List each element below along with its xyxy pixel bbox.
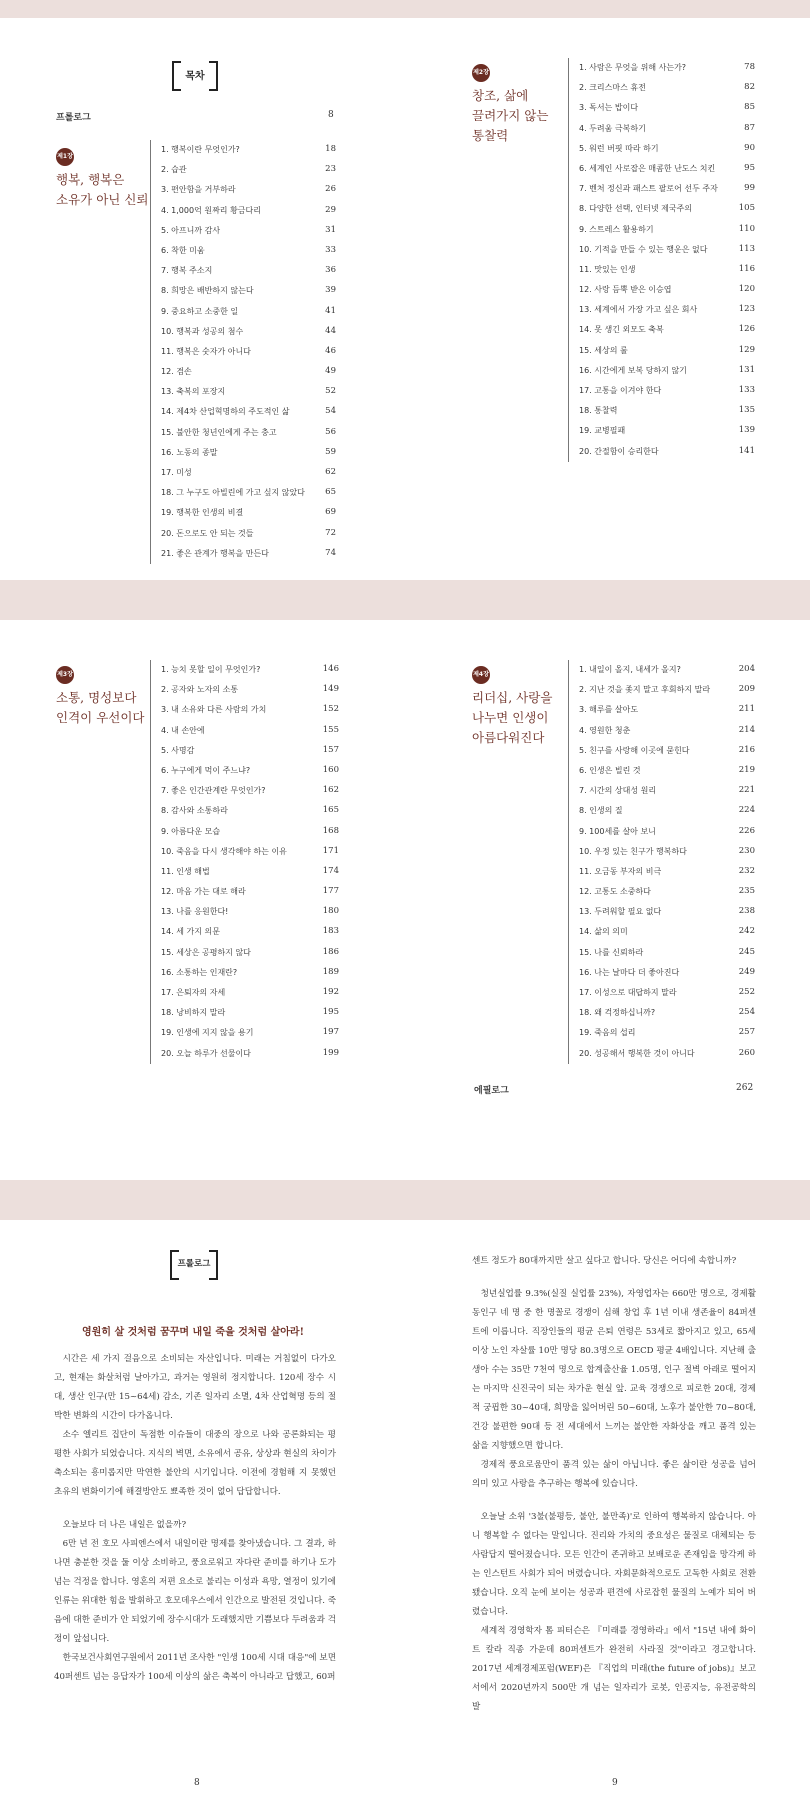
toc-entry[interactable]: [569, 401, 755, 421]
toc-entry[interactable]: [569, 361, 755, 381]
toc-entry-title: 2. 습관: [161, 165, 187, 175]
toc-entry-title: 5. 사명감: [161, 745, 195, 755]
toc-entry[interactable]: [569, 700, 755, 720]
epilogue-entry-page: 262: [736, 1083, 754, 1093]
toc-entry-page: 82: [744, 82, 755, 93]
toc-entry-title: 18. 그 누구도 아빌린에 가고 싶지 않았다: [161, 488, 305, 498]
toc-entry[interactable]: [569, 721, 755, 741]
prologue-left-text: [54, 1350, 336, 1687]
toc-entry-title: 15. 세상의 룰: [579, 345, 628, 355]
toc-entry-page: 146: [322, 664, 339, 674]
toc-entry[interactable]: [569, 943, 755, 963]
toc-entry-page: 46: [325, 345, 336, 356]
toc-entry-title: 1. 행복이란 무엇인가?: [161, 145, 240, 154]
toc-entry[interactable]: [151, 524, 336, 544]
toc-entry[interactable]: [151, 402, 336, 422]
toc-entry-page: 211: [738, 704, 755, 715]
toc-entry-title: 5. 친구를 사랑해 이곳에 묻힌다: [579, 745, 690, 755]
toc-entry-title: 10. 우정 있는 친구가 행복하다: [579, 846, 687, 856]
toc-entry[interactable]: [151, 201, 336, 221]
toc-entry[interactable]: [569, 98, 755, 118]
toc-entry-title: 8. 다양한 선택, 인터넷 제국주의: [579, 204, 693, 214]
toc-entry[interactable]: [569, 119, 755, 139]
toc-entry-page: 90: [744, 142, 755, 153]
toc-entry[interactable]: [151, 902, 339, 922]
toc-entry-page: 168: [322, 825, 339, 836]
toc-entry-title: 7. 시간의 상대성 원리: [579, 786, 657, 796]
toc-entry-title: 7. 행복 주소지: [161, 266, 213, 276]
toc-entry-title: 18. 왜 걱정하십니까?: [579, 1008, 656, 1018]
toc-entry-title: 9. 아름다운 모습: [161, 826, 221, 836]
toc-entry-title: 17. 은퇴자의 자세: [161, 988, 226, 997]
toc-entry[interactable]: [151, 423, 336, 443]
toc-entry-page: 99: [744, 183, 755, 194]
toc-entry[interactable]: [151, 761, 339, 781]
toc-entry-title: 17. 미성: [161, 468, 192, 477]
toc-entry-title: 10. 죽음을 다시 생각해야 하는 이유: [161, 846, 287, 856]
toc-entry[interactable]: [569, 822, 755, 842]
toc-entry-page: 95: [744, 162, 755, 173]
toc-entry-page: 59: [325, 446, 336, 457]
toc-entry[interactable]: [569, 680, 755, 700]
prologue-entry-label[interactable]: 프롤로그: [56, 113, 91, 123]
toc-entry-page: 56: [325, 426, 336, 437]
toc-entry[interactable]: [569, 660, 755, 680]
paragraph: 시간은 세 가지 걸음으로 소비되는 자산입니다. 미래는 거침없이 다가오고, 현재는 화살처럼 날아가고, 과거는 영원히 정지합니다. 120세 장수 시대, 생산 인구(만 15~64세) 감소, 기존 일자리 소멸, 4차 산업혁명 등의 절박한 변화의 시간이 다가옵니다.: [54, 1354, 336, 1421]
epilogue-entry-label[interactable]: 에필로그: [474, 1086, 509, 1096]
toc-entry-page: 52: [325, 386, 336, 397]
toc-entry-page: 152: [322, 704, 339, 715]
toc-entry[interactable]: [569, 341, 755, 361]
page-number-right: 9: [612, 1778, 618, 1788]
toc-entry[interactable]: [151, 680, 339, 700]
toc-entry[interactable]: [151, 281, 336, 301]
toc-entry-page: 254: [738, 1007, 755, 1018]
toc-entry-page: 85: [744, 102, 755, 113]
toc-entry-page: 110: [738, 223, 755, 234]
prologue-heading: 프롤로그: [177, 1259, 211, 1269]
toc-entry-page: 260: [738, 1047, 755, 1058]
toc-entry[interactable]: [569, 1044, 755, 1064]
toc-entry[interactable]: [151, 741, 339, 761]
toc-entry-page: 139: [738, 425, 755, 436]
toc-entry[interactable]: [151, 160, 336, 180]
toc-entry-page: 113: [738, 243, 755, 254]
toc-entry-page: 221: [738, 785, 755, 796]
toc-entry-page: 245: [738, 946, 755, 957]
toc-entry[interactable]: [151, 1003, 339, 1023]
toc-entry[interactable]: [569, 58, 755, 78]
toc-entry-title: 14. 못 생긴 외모도 축복: [579, 325, 664, 335]
separator-band-2: [0, 1180, 810, 1220]
toc-entry-title: 20. 오늘 하루가 선물이다: [161, 1048, 251, 1058]
toc-entry-page: 33: [325, 244, 336, 255]
toc-entry-title: 15. 불안한 청년인에게 주는 충고: [161, 427, 277, 437]
toc-entry-page: 252: [738, 987, 755, 997]
toc-entry[interactable]: [151, 922, 339, 942]
toc-entry[interactable]: [569, 442, 755, 462]
toc-entry-page: 149: [322, 684, 339, 695]
top-band: [0, 0, 810, 18]
toc-entry-title: 14. 삶의 의미: [579, 927, 628, 937]
toc-entry-page: 189: [322, 966, 339, 977]
toc-entry[interactable]: [569, 902, 755, 922]
paragraph: 소수 엘리트 집단이 독점한 이슈들이 대중의 장으로 나와 공론화되는 평평한 사회가 되었습니다. 지식의 벽면, 소유에서 공유, 상상과 현실의 차이가 축소되는 흥미롭지만 막연한 불안의 시기입니다. 이전에 경험해 지 못했던 초유의 변화이기에 해결방안도 뾰족한 것이 없어 답답합니다.: [54, 1430, 336, 1497]
toc-entry-title: 12. 사랑 듬뿍 받은 이승엽: [579, 285, 672, 295]
paragraph: 경제적 풍요로움만이 품격 있는 삶이 아닙니다. 좋은 삶이란 성공을 넘어 의미 있고 사랑을 추구하는 행복에 있습니다.: [472, 1460, 756, 1489]
toc-entry-title: 16. 나는 날마다 더 좋아진다: [579, 967, 680, 977]
toc-entry-title: 4. 두려움 극복하기: [579, 123, 646, 133]
toc-entry-page: 26: [325, 184, 336, 195]
toc-entry-title: 13. 두려워할 필요 없다: [579, 907, 662, 917]
toc-entry[interactable]: [151, 342, 336, 362]
toc-entry-page: 126: [738, 324, 755, 335]
toc-entry-title: 3. 해루를 살아도: [579, 705, 639, 715]
paragraph: 6만 년 전 호모 사피엔스에서 내일이란 명제를 찾아냈습니다. 그 결과, 하나면 충분한 것을 둘 이상 소비하고, 풍요로워고 자다란 준비를 하기나 도가 넘는 걱정을 합니다. 영혼의 저편 요소로 불리는 이성과 욕망, 열정이 있기에 인류는 위대한 힘을 발휘하고 호모데우스에서 인간으로 발전된 것입니다. 죽음에 대한 준비가 안 되었기에 장수시대가 도래했지만 기쁨보다 두려움과 걱정이 앞섭니다.: [54, 1539, 336, 1644]
toc-entry-title: 5. 아프니까 감사: [161, 225, 221, 235]
toc-entry-title: 11. 맛있는 인생: [579, 264, 636, 274]
toc-entry-page: 235: [738, 886, 755, 897]
toc-entry-page: 133: [738, 385, 755, 395]
toc-entry[interactable]: [151, 221, 336, 241]
toc-entry-title: 20. 돈으로도 안 되는 것들: [161, 528, 254, 538]
chapter-2-title: 창조, 삶에 끌려가지 않는 통찰력: [472, 88, 549, 143]
toc-entry-title: 9. 100세를 살아 보니: [579, 826, 656, 836]
toc-entry-page: 29: [325, 204, 336, 215]
toc-entry-page: 174: [322, 865, 339, 876]
toc-entry-page: 162: [322, 785, 339, 796]
toc-entry-title: 16. 소통하는 인재란?: [161, 967, 238, 977]
toc-entry-page: 155: [322, 724, 339, 735]
chapter-2-badge: 제2장: [472, 64, 490, 82]
toc-entry[interactable]: [569, 922, 755, 942]
toc-entry-page: 131: [738, 364, 755, 375]
toc-entry[interactable]: [151, 362, 336, 382]
toc-entry-title: 10. 기적을 만들 수 있는 행운은 없다: [579, 244, 708, 254]
toc-entry-page: 199: [322, 1047, 339, 1058]
toc-entry-title: 2. 지난 것을 좇지 말고 후회하지 말라: [579, 685, 711, 695]
toc-entry[interactable]: [569, 260, 755, 280]
toc-entry[interactable]: [569, 199, 755, 219]
toc-entry-title: 2. 크리스마스 휴전: [579, 83, 646, 93]
toc-entry[interactable]: [151, 1023, 339, 1043]
toc-entry[interactable]: [569, 801, 755, 821]
toc-entry[interactable]: [569, 1023, 755, 1043]
toc-entry-page: 216: [738, 744, 755, 755]
paragraph: 오늘보다 더 나은 내일은 없을까?: [62, 1520, 187, 1530]
toc-entry-page: 232: [738, 865, 755, 876]
toc-entry[interactable]: [569, 78, 755, 98]
toc-entry-page: 44: [325, 325, 336, 336]
toc-entry-page: 230: [738, 845, 755, 856]
toc-entry[interactable]: [569, 300, 755, 320]
chapter-3-title: 소통, 명성보다 인격이 우선이다: [56, 690, 145, 725]
toc-entry-page: 219: [738, 764, 755, 775]
toc-entry[interactable]: [569, 983, 755, 1003]
toc-entry-title: 5. 워런 버핏 따라 하기: [579, 143, 659, 153]
toc-entry-page: 171: [322, 845, 339, 856]
toc-entry[interactable]: [151, 503, 336, 523]
toc-entry-page: 39: [325, 285, 336, 296]
toc-entry-page: 249: [738, 966, 755, 977]
toc-entry-title: 11. 행복은 숫자가 아니다: [161, 346, 251, 356]
toc-entry-title: 19. 행복한 인생의 비결: [161, 508, 244, 518]
toc-entry[interactable]: [569, 1003, 755, 1023]
toc-entry[interactable]: [569, 179, 755, 199]
toc-entry[interactable]: [151, 180, 336, 200]
toc-entry-page: 123: [738, 304, 755, 315]
toc-entry-title: 6. 인생은 빌린 것: [579, 765, 641, 775]
chapter-3-entries: [150, 660, 339, 1064]
chapter-1-badge: 제1장: [56, 148, 74, 166]
toc-entry-title: 9. 스트레스 활용하기: [579, 224, 654, 234]
toc-entry-title: 1. 내일이 올지, 내세가 올지?: [579, 665, 681, 674]
chapter-1-entries: [150, 140, 336, 564]
toc-entry-title: 4. 영원한 청춘: [579, 725, 631, 735]
toc-entry-title: 1. 능치 못할 일이 무엇인가?: [161, 665, 261, 674]
chapter-4-badge: 제4장: [472, 666, 490, 684]
toc-entry-page: 165: [322, 805, 339, 816]
toc-entry-title: 7. 좋은 인간관계란 무엇인가?: [161, 786, 266, 796]
toc-entry[interactable]: [151, 241, 336, 261]
toc-entry-title: 19. 교병필패: [579, 426, 626, 436]
prologue-spread: [0, 1220, 810, 1801]
toc-entry-title: 15. 세상은 공평하지 않다: [161, 947, 251, 957]
toc-entry-page: 74: [325, 547, 336, 558]
toc-entry[interactable]: [151, 322, 336, 342]
toc-entry-title: 18. 낭비하지 말라: [161, 1008, 226, 1018]
prologue-entry-page: 8: [328, 110, 334, 120]
toc-spread-2: [0, 620, 810, 1180]
chapter-4-title: 리더십, 사랑을 나누면 인생이 아름다워진다: [472, 690, 553, 745]
chapter-3-badge: 제3장: [56, 666, 74, 684]
paragraph: 세계적 경영학자 톰 피터슨은 『미래를 경영하라』에서 "15년 내에 화이트 칼라 직종 가운데 80퍼센트가 완전히 사라질 것"이라고 경고합니다. 2017년 세계경제포럼(WEF)은 『직업의 미래(the future of jobs)』보고서에서 2020년까지 500만 개 넘는 일자리가 로봇, 인공지능, 유전공학의 발: [472, 1626, 756, 1712]
toc-entry-page: 204: [738, 664, 755, 674]
toc-entry-title: 15. 나를 신뢰하라: [579, 947, 644, 957]
toc-entry-page: 69: [325, 507, 336, 518]
toc-entry-page: 31: [325, 224, 336, 235]
toc-entry[interactable]: [151, 801, 339, 821]
toc-entry-page: 54: [325, 406, 336, 417]
toc-entry-title: 6. 누구에게 먹이 주느냐?: [161, 765, 251, 775]
toc-entry-title: 12. 마음 가는 대로 해라: [161, 887, 246, 897]
toc-entry-page: 242: [738, 926, 755, 937]
chapter-4-entries: [568, 660, 755, 1064]
prologue-right-text: [472, 1252, 756, 1717]
toc-entry[interactable]: [151, 963, 339, 983]
chapter-2-entries: [568, 58, 755, 462]
toc-entry-title: 3. 내 소유와 다른 사람의 가치: [161, 705, 267, 715]
toc-entry-title: 9. 중요하고 소중한 일: [161, 306, 239, 316]
toc-entry-page: 214: [738, 724, 755, 735]
toc-entry-page: 238: [738, 906, 755, 917]
toc-entry-page: 72: [325, 527, 336, 538]
toc-entry[interactable]: [151, 943, 339, 963]
toc-entry-title: 7. 벤처 정신과 패스트 팔로어 선두 주자: [579, 184, 718, 194]
paragraph: 센트 정도가 80대까지만 살고 싶다고 합니다. 당신은 어디에 속합니까?: [472, 1256, 737, 1266]
page-number-left: 8: [194, 1778, 200, 1788]
paragraph: 오늘날 소위 '3불(불평등, 불안, 불만족)'로 인하여 행복하지 않습니다. 아니 행복할 수 없다는 말입니다. 진리와 가치의 중요성은 물질로 대체되는 등 사람답지 떨어졌습니다. 모든 인간이 존귀하고 보배로운 존재임을 망각케 하는 인스턴트 사회가 되어 버렸습니다. 자회문화적으로도 고독한 사회로 전환됐습니다. 오직 눈에 보이는 성공과 편견에 사로잡힌 물질의 노예가 되어 버렸습니다.: [472, 1512, 756, 1617]
chapter-1-title: 행복, 행복은 소유가 아닌 신뢰: [56, 172, 149, 207]
toc-heading-box: [180, 61, 210, 87]
toc-entry-title: 4. 1,000억 원짜리 황금다리: [161, 205, 261, 215]
toc-entry-page: 186: [322, 946, 339, 957]
toc-entry[interactable]: [151, 140, 336, 160]
toc-entry-page: 195: [322, 1007, 339, 1018]
toc-entry-page: 87: [744, 122, 755, 133]
separator-band-1: [0, 580, 810, 620]
toc-entry[interactable]: [151, 1044, 339, 1064]
toc-entry[interactable]: [151, 261, 336, 281]
toc-entry-page: 197: [322, 1027, 339, 1038]
prologue-heading-box: [178, 1250, 210, 1276]
toc-entry-page: 141: [738, 445, 755, 456]
toc-entry[interactable]: [569, 882, 755, 902]
toc-entry[interactable]: [151, 721, 339, 741]
paragraph: 청년실업률 9.3%(실질 실업률 23%), 자영업자는 660만 명으로, 경제활동인구 네 명 중 한 명꼴로 경쟁이 심해 창업 후 1년 이내 생존율이 84퍼센트에 이릅니다. 직장인들의 평균 은퇴 연령은 53세로 짧아지고 있고, 65세 이상 노인 자살률 10만 명당 80.3명으로 OECD 평균 4배입니다. 지난해 출생아 수는 35만 7천여 명으로 합계출산율 1.05명, 인구 절벽 아래로 떨어지는 마지막 신진국이 되는 차가운 현실 앞. 교육 경쟁으로 피로한 20대, 경제적 궁핍한 30~40대, 희망을 잃어버린 50~60대, 노후가 불안한 70~80대, 건강 불편한 90대 등 전 세대에서 느끼는 불안한 자화상을 깨고 품격 있는 삶을 지향했으면 합니다.: [472, 1289, 756, 1451]
toc-entry-page: 23: [325, 164, 336, 175]
toc-entry[interactable]: [151, 862, 339, 882]
toc-entry-page: 177: [322, 886, 339, 897]
toc-entry-title: 11. 오금동 부자의 비극: [579, 866, 662, 876]
toc-entry-title: 17. 이성으로 대답하지 말라: [579, 988, 677, 997]
toc-spread-1: [0, 18, 810, 580]
toc-entry[interactable]: [569, 842, 755, 862]
toc-entry-page: 36: [325, 265, 336, 276]
toc-entry-page: 192: [322, 987, 339, 997]
toc-entry[interactable]: [151, 700, 339, 720]
toc-entry-title: 14. 세 가지 의문: [161, 927, 220, 937]
toc-entry[interactable]: [151, 544, 336, 564]
toc-entry[interactable]: [151, 443, 336, 463]
toc-entry-title: 3. 편안함을 거부하라: [161, 185, 236, 195]
toc-entry-title: 16. 노동의 종말: [161, 447, 218, 457]
toc-entry-title: 18. 통찰력: [579, 406, 618, 416]
toc-entry-title: 8. 희망은 배반하지 않는다: [161, 286, 254, 296]
toc-entry-title: 11. 인생 해법: [161, 866, 210, 876]
toc-entry[interactable]: [151, 882, 339, 902]
toc-entry-title: 14. 제4차 산업혁명하의 주도적인 삶: [161, 407, 290, 417]
toc-entry[interactable]: [569, 220, 755, 240]
toc-entry[interactable]: [569, 963, 755, 983]
toc-entry-title: 19. 인생에 지지 않을 용기: [161, 1028, 254, 1038]
toc-entry[interactable]: [151, 660, 339, 680]
toc-entry-title: 8. 감사와 소통하라: [161, 806, 228, 816]
toc-entry-title: 12. 겸손: [161, 367, 192, 377]
toc-entry-title: 13. 축복의 포장지: [161, 387, 226, 397]
toc-entry[interactable]: [569, 781, 755, 801]
toc-entry-title: 21. 좋은 관계가 행복을 만든다: [161, 548, 269, 558]
paragraph: 한국보건사회연구원에서 2011년 조사한 "인생 100세 시대 대응"에 보면 40퍼센트 넘는 응답자가 100세 이상의 삶은 축복이 아니라고 답했고, 60퍼: [54, 1653, 336, 1682]
toc-entry[interactable]: [151, 983, 339, 1003]
toc-entry-page: 116: [738, 263, 755, 274]
toc-heading: 목차: [185, 71, 205, 82]
toc-entry-page: 209: [738, 684, 755, 695]
toc-entry-title: 20. 간절함이 승리한다: [579, 446, 659, 456]
toc-entry[interactable]: [151, 483, 336, 503]
toc-entry-title: 6. 세계인 사로잡은 매콤한 난도스 치킨: [579, 163, 716, 173]
toc-entry-page: 157: [322, 744, 339, 755]
toc-entry-page: 49: [325, 366, 336, 377]
toc-entry-page: 78: [744, 62, 755, 72]
toc-entry[interactable]: [151, 302, 336, 322]
toc-entry-page: 180: [322, 906, 339, 917]
toc-entry-page: 226: [738, 825, 755, 836]
toc-entry[interactable]: [151, 781, 339, 801]
toc-entry-page: 224: [738, 805, 755, 816]
toc-entry-title: 6. 착한 미움: [161, 245, 205, 255]
toc-entry-title: 4. 내 손안에: [161, 725, 205, 735]
toc-entry[interactable]: [569, 421, 755, 441]
toc-entry[interactable]: [151, 842, 339, 862]
toc-entry-title: 8. 인생의 질: [579, 806, 623, 816]
toc-entry-page: 135: [738, 405, 755, 416]
toc-entry-page: 65: [325, 487, 336, 498]
toc-entry[interactable]: [569, 741, 755, 761]
toc-entry-page: 18: [325, 144, 336, 154]
toc-entry-page: 105: [738, 203, 755, 214]
toc-entry-page: 183: [322, 926, 339, 937]
toc-entry-title: 17. 고통을 이겨야 한다: [579, 386, 662, 395]
toc-entry-title: 13. 나를 응원한다!: [161, 907, 229, 917]
toc-entry[interactable]: [151, 382, 336, 402]
toc-entry-title: 2. 공자와 노자의 소통: [161, 685, 239, 695]
toc-entry[interactable]: [569, 761, 755, 781]
toc-entry-title: 1. 사람은 무엇을 위해 사는가?: [579, 63, 687, 72]
toc-entry[interactable]: [569, 320, 755, 340]
toc-entry-page: 62: [325, 467, 336, 477]
toc-entry-page: 120: [738, 284, 755, 295]
toc-entry-title: 10. 행복과 성공의 첨수: [161, 326, 244, 336]
toc-entry[interactable]: [151, 463, 336, 483]
toc-entry[interactable]: [569, 862, 755, 882]
toc-entry-page: 257: [738, 1027, 755, 1038]
toc-entry[interactable]: [569, 240, 755, 260]
toc-entry[interactable]: [569, 280, 755, 300]
toc-entry[interactable]: [569, 381, 755, 401]
toc-entry-title: 3. 독서는 밥이다: [579, 103, 639, 113]
toc-entry-page: 129: [738, 344, 755, 355]
toc-entry-title: 20. 성공해서 행복한 것이 아니다: [579, 1048, 695, 1058]
toc-entry-page: 160: [322, 764, 339, 775]
toc-entry-page: 41: [325, 305, 336, 316]
toc-entry-title: 16. 시간에게 보복 당하지 않기: [579, 365, 687, 375]
prologue-headline: 영원히 살 것처럼 꿈꾸며 내일 죽을 것처럼 살아라!: [82, 1327, 304, 1338]
toc-entry-title: 19. 죽음의 섭리: [579, 1028, 636, 1038]
toc-entry-title: 12. 고통도 소중하다: [579, 887, 651, 897]
toc-entry[interactable]: [151, 822, 339, 842]
toc-entry[interactable]: [569, 139, 755, 159]
toc-entry[interactable]: [569, 159, 755, 179]
toc-entry-title: 13. 세계에서 가장 가고 싶은 회사: [579, 305, 698, 315]
